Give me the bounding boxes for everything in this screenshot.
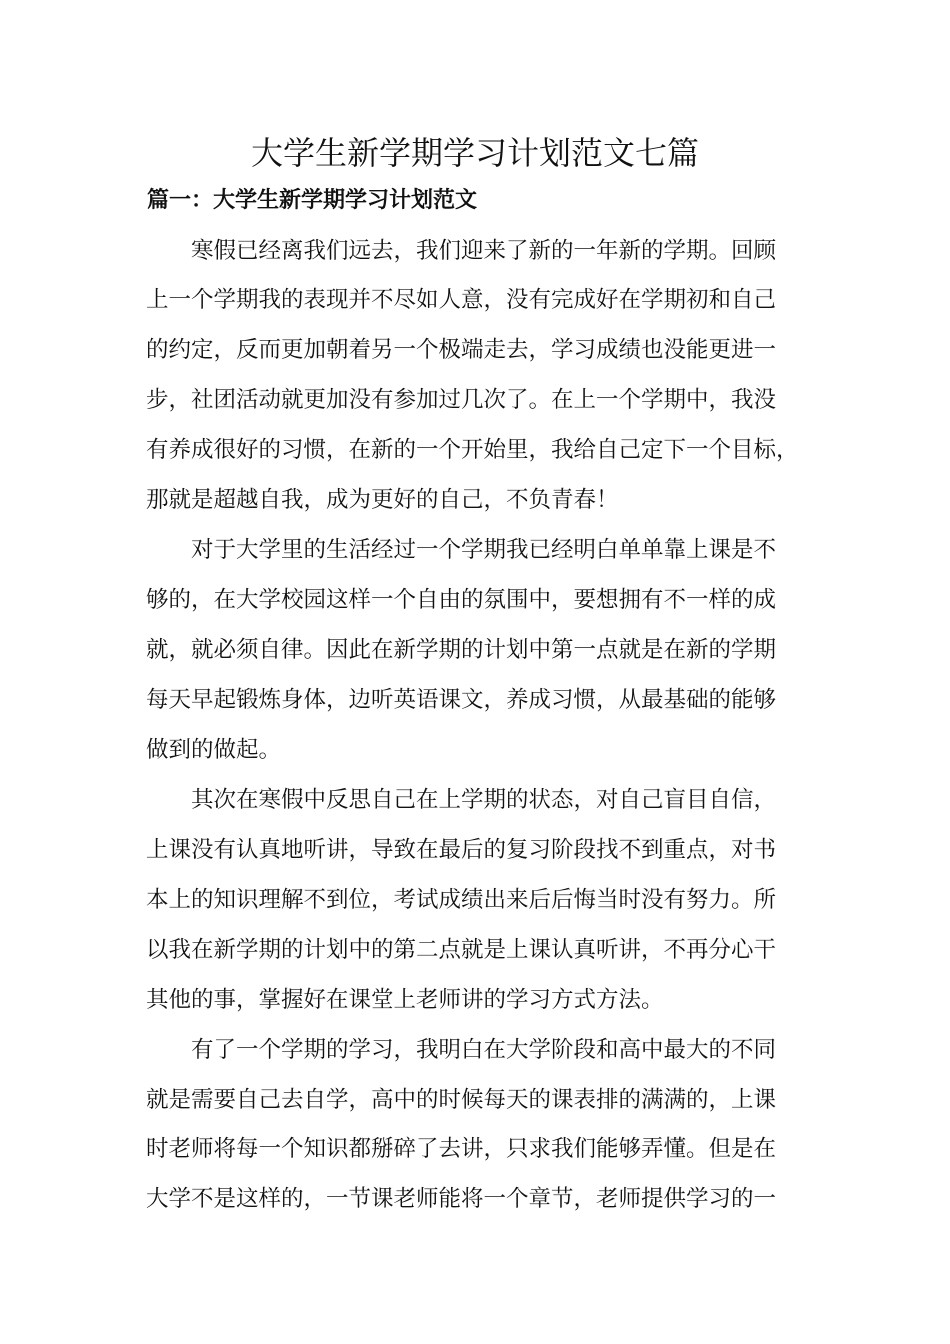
- paragraph-line: 大学不是这样的，一节课老师能将一个章节，老师提供学习的一: [146, 1186, 777, 1212]
- section-heading: 篇一：大学生新学期学习计划范文: [147, 188, 478, 213]
- paragraph-line: 有养成很好的习惯，在新的一个开始里，我给自己定下一个目标，: [146, 437, 799, 463]
- paragraph-line: 对于大学里的生活经过一个学期我已经明白单单靠上课是不: [191, 537, 777, 563]
- paragraph-line: 每天早起锻炼身体，边听英语课文，养成习惯，从最基础的能够: [146, 687, 777, 713]
- paragraph-line: 其他的事，掌握好在课堂上老师讲的学习方式方法。: [146, 987, 664, 1013]
- paragraph-line: 寒假已经离我们远去，我们迎来了新的一年新的学期。回顾: [191, 238, 777, 264]
- paragraph-line: 本上的知识理解不到位，考试成绩出来后后悔当时没有努力。所: [146, 887, 777, 913]
- paragraph-line: 时老师将每一个知识都掰碎了去讲，只求我们能够弄懂。但是在: [146, 1136, 777, 1162]
- paragraph-line: 上课没有认真地听讲，导致在最后的复习阶段找不到重点，对书: [146, 837, 777, 863]
- paragraph-line: 够的，在大学校园这样一个自由的氛围中，要想拥有不一样的成: [146, 587, 777, 613]
- paragraph-line: 步，社团活动就更加没有参加过几次了。在上一个学期中，我没: [146, 387, 777, 413]
- paragraph-line: 上一个学期我的表现并不尽如人意，没有完成好在学期初和自己: [146, 287, 777, 313]
- paragraph-line: 就是需要自己去自学，高中的时候每天的课表排的满满的，上课: [146, 1087, 777, 1113]
- paragraph-line: 做到的做起。: [146, 737, 282, 763]
- paragraph-line: 有了一个学期的学习，我明白在大学阶段和高中最大的不同: [191, 1037, 777, 1063]
- paragraph-line: 其次在寒假中反思自己在上学期的状态，对自己盲目自信，: [191, 787, 777, 813]
- paragraph-line: 的约定，反而更加朝着另一个极端走去，学习成绩也没能更进一: [146, 337, 777, 363]
- paragraph-line: 就，就必须自律。因此在新学期的计划中第一点就是在新的学期: [146, 637, 777, 663]
- document-title: 大学生新学期学习计划范文七篇: [250, 134, 699, 172]
- paragraph-line: 以我在新学期的计划中的第二点就是上课认真听讲，不再分心干: [146, 937, 777, 963]
- paragraph-line: 那就是超越自我，成为更好的自己，不负青春！: [146, 487, 619, 513]
